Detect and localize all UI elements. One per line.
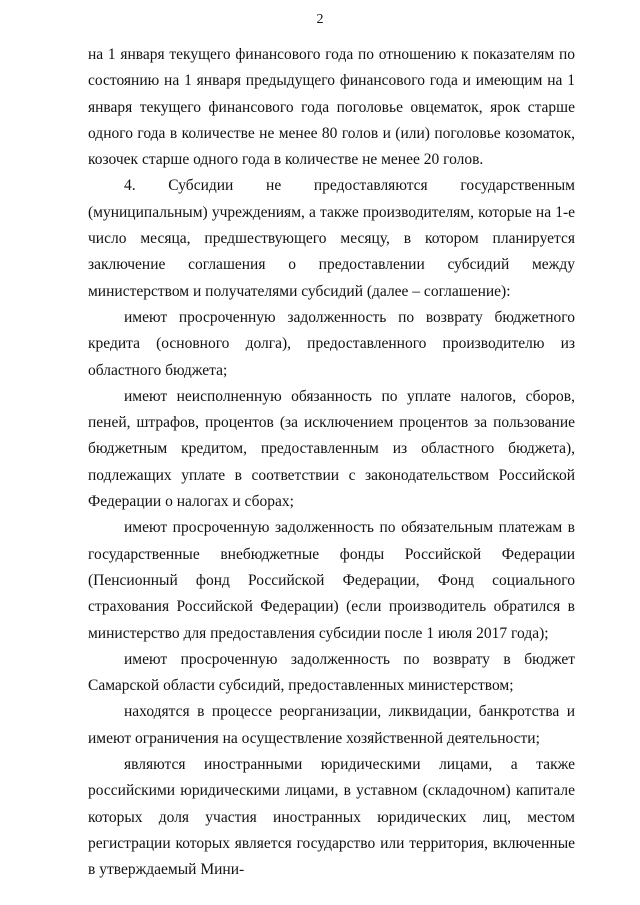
paragraph-budget-credit-debt: имеют просроченную задолженность по возврату бюджетного кредита (основного долга), предоставленного производителю из областного бюджета; bbox=[88, 308, 575, 379]
paragraph-tax-obligation: имеют неисполненную обязанность по уплате налогов, сборов, пеней, штрафов, процентов (за исключением процентов за пользование бюджетным кредитом, предоставленным из областного бюджета), подлежащих уплате в соответствии с законодательством Российской Федерации о налогах и сборах; bbox=[88, 387, 575, 511]
paragraph-foreign-entities: являются иностранными юридическими лицами, а также российскими юридическими лицами, в уставном (складочном) капитале которых доля участия иностранных юридических лиц, местом регистрации которых является государство или территория, включенные в утверждаемый Мини- bbox=[88, 756, 575, 879]
paragraph-reorganization: находятся в процессе реорганизации, ликвидации, банкротства и имеют ограничения на осуществление хозяйственной деятельности; bbox=[88, 703, 575, 747]
paragraph-extrabudgetary-funds: имеют просроченную задолженность по обязательным платежам в государственные внебюджетные фонды Российской Федерации (Пенсионный фонд Российской Федерации, Фонд социального страхования Российской Федерации) (если производитель обратился в министерство для предоставления субсидии после 1 июля 2017 года); bbox=[88, 519, 575, 642]
paragraph-subsidy-return: имеют просроченную задолженность по возврату в бюджет Самарской области субсидий, предоставленных министерством; bbox=[88, 650, 575, 695]
paragraph-clause-4: 4. Субсидии не предоставляются государственным (муниципальным) учреждениям, а также производителям, которые на 1-е число месяца, предшествующего месяцу, в котором планируется заключение соглашения о предоставлении субсидий между министерством и получателями субсидий (далее – соглашение): bbox=[88, 177, 575, 300]
page-number: 2 bbox=[316, 12, 324, 27]
document-body bbox=[88, 42, 575, 884]
paragraph-continuation: на 1 января текущего финансового года по отношению к показателям по состоянию на 1 января предыдущего финансового года и имеющим на 1 января текущего финансового года поголовье овцематок, ярок старше одного года в количестве не менее 80 голов и (или) поголовье козоматок, козочек старше одного года в количестве не менее 20 голов. bbox=[88, 46, 575, 169]
